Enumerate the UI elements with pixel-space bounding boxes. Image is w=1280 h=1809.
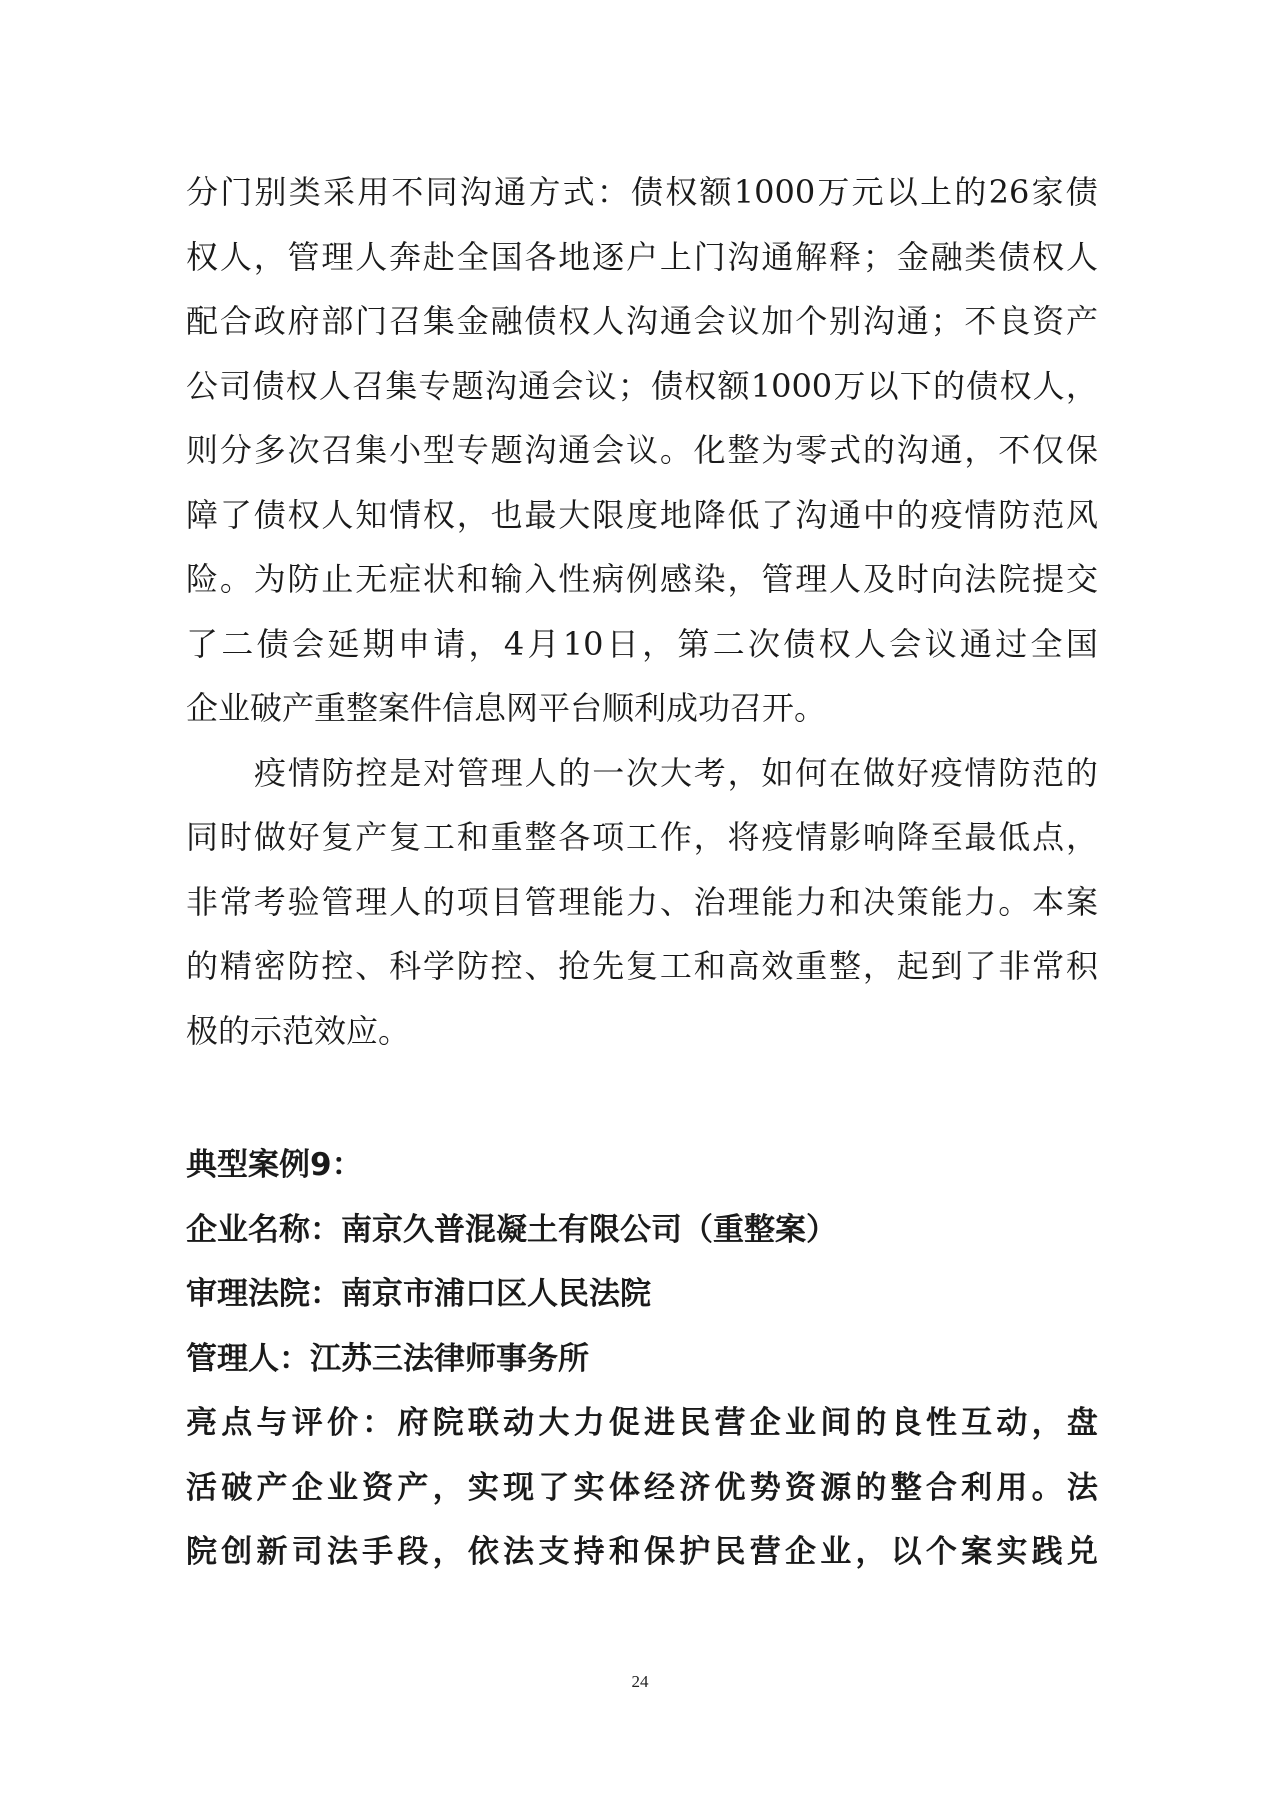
text-line: 公 司 债 权 人 召 集 专 题 沟 通 会 议 ； 债 权 额 1000 万 以 下 的 债 权 人 ， bbox=[186, 366, 1098, 405]
text-line: 的 精 密 防 控 、 科 学 防 控 、 抢 先 复 工 和 高 效 重 整 ， 起 到 了 非 常 积 bbox=[186, 947, 1098, 985]
text-line: 障 了 债 权 人 知 情 权 ， 也 最 大 限 度 地 降 低 了 沟 通 中 的 疫 情 防 范 风 bbox=[186, 495, 1098, 534]
case-highlights-line: 院 创 新 司 法 手 段 ， 依 法 支 持 和 保 护 民 营 企 业 ， 以 个 案 实 践 兑 bbox=[186, 1534, 1098, 1570]
text-line: 权 人 ， 管 理 人 奔 赴 全 国 各 地 逐 户 上 门 沟 通 解 释 ； 金 融 类 债 权 人 bbox=[186, 237, 1098, 276]
text-line: 非 常 考 验 管 理 人 的 项 目 管 理 能 力 、 治 理 能 力 和 决 策 能 力 。 本 案 bbox=[186, 882, 1098, 921]
case-company: 企业名称：南京久普混凝土有限公司（重整案） bbox=[186, 1211, 837, 1248]
section-gap bbox=[186, 1063, 1098, 1133]
document-body bbox=[186, 160, 1098, 1585]
case-highlights-line: 亮 点 与 评 价 ： 府 院 联 动 大 力 促 进 民 营 企 业 间 的 良 性 互 动 ， 盘 bbox=[186, 1405, 1098, 1441]
text-line: 分 门 别 类 采 用 不 同 沟 通 方 式 ： 债 权 额 1000 万 元 以 上 的 26 家 债 bbox=[186, 173, 1098, 211]
text-line: 极的示范效应。 bbox=[186, 1011, 411, 1050]
page-number: 24 bbox=[631, 1672, 649, 1691]
text-line: 了 二 债 会 延 期 申 请 ， 4 月 10 日 ， 第 二 次 债 权 人 会 议 通 过 全 国 bbox=[186, 624, 1098, 663]
text-line: 险 。 为 防 止 无 症 状 和 输 入 性 病 例 感 染 ， 管 理 人 及 时 向 法 院 提 交 bbox=[186, 560, 1098, 598]
text-line: 配 合 政 府 部 门 召 集 金 融 债 权 人 沟 通 会 议 加 个 别 沟 通 ； 不 良 资 产 bbox=[186, 302, 1098, 340]
paragraph-pandemic-communication bbox=[186, 160, 1098, 741]
text-line: 疫 情 防 控 是 对 管 理 人 的 一 次 大 考 ， 如 何 在 做 好 疫 情 防 范 的 bbox=[254, 753, 1098, 792]
text-line: 企业破产重整案件信息网平台顺利成功召开。 bbox=[186, 689, 827, 727]
case-highlights-line: 活 破 产 企 业 资 产 ， 实 现 了 实 体 经 济 优 势 资 源 的 整 合 利 用 。 法 bbox=[186, 1469, 1098, 1506]
paragraph-pandemic-evaluation bbox=[186, 741, 1098, 1064]
case-section bbox=[186, 1133, 1098, 1585]
case-title: 典型案例9： bbox=[186, 1147, 363, 1183]
case-court: 审理法院：南京市浦口区人民法院 bbox=[186, 1276, 651, 1312]
case-administrator: 管理人：江苏三法律师事务所 bbox=[186, 1340, 589, 1377]
text-line: 同 时 做 好 复 产 复 工 和 重 整 各 项 工 作 ， 将 疫 情 影 响 降 至 最 低 点 ， bbox=[186, 818, 1098, 856]
text-line: 则 分 多 次 召 集 小 型 专 题 沟 通 会 议 。 化 整 为 零 式 的 沟 通 ， 不 仅 保 bbox=[186, 431, 1098, 469]
